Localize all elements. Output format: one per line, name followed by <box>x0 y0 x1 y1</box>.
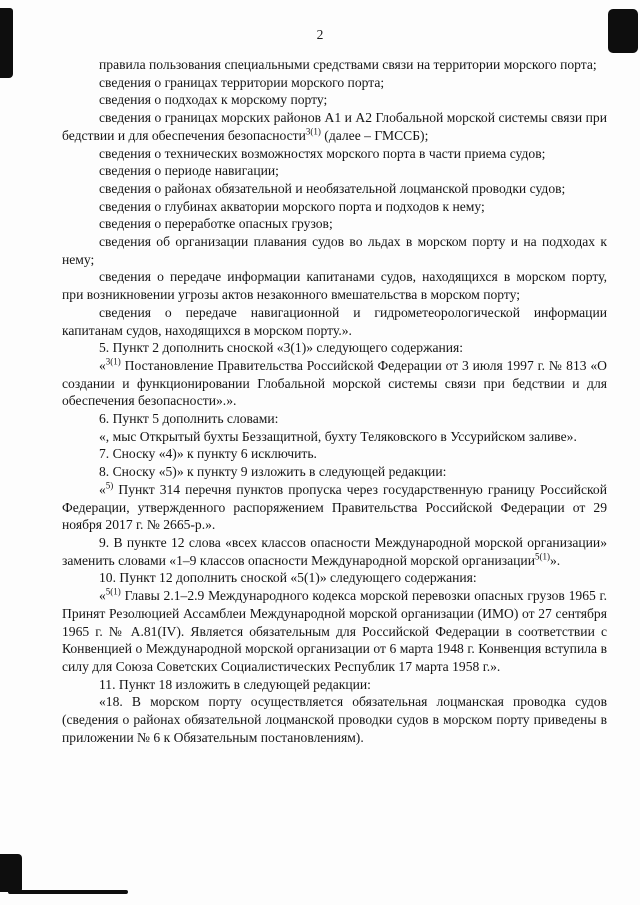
footnote-marker: 5) <box>105 480 114 491</box>
paragraph <box>62 693 607 746</box>
paragraph <box>62 74 607 92</box>
scan-mark-bottom-left <box>0 854 22 892</box>
paragraph-text: сведения о подходах к морскому порту; <box>99 92 328 108</box>
paragraph-text: (далее – ГМССБ); <box>320 127 429 143</box>
paragraph <box>62 268 607 303</box>
paragraph <box>62 56 607 74</box>
paragraph-text: сведения о переработке опасных грузов; <box>99 216 333 232</box>
paragraph-text: ». <box>550 552 561 568</box>
paragraph-text: Главы 2.1–2.9 Международного кодекса морской перевозки опасных грузов 1965 г. Принят Резолюцией Ассамблеи Международной морской организации (ИМО) от 27 сентября 1965 г. № А.81(IV). Является обязательным для Российской Федерации в соответствии с Конвенцией о Международной морской организации от 6 марта 1948 г. Конвенция вступила в силу для Союза Советских Социалистических Республик 17 марта 1958 г.». <box>62 588 607 674</box>
paragraph-text: « <box>99 588 106 604</box>
paragraph <box>62 357 607 410</box>
paragraph-text: 9. В пункте 12 слова «всех классов опасности Международной морской организации» заменить словами «1–9 классов опасности Международной морской организации <box>62 534 607 568</box>
paragraph-text: сведения о глубинах акватории морского порта и подходов к нему; <box>99 198 485 214</box>
paragraph <box>62 180 607 198</box>
paragraph <box>62 198 607 216</box>
paragraph-text: сведения о периоде навигации; <box>99 163 279 179</box>
paragraph <box>62 304 607 339</box>
page-number: 2 <box>316 27 324 42</box>
paragraph-text: 7. Сноску «4)» к пункту 6 исключить. <box>99 446 317 462</box>
paragraph <box>62 569 607 587</box>
paragraph-text: Пункт 314 перечня пунктов пропуска через государственную границу Российской Федерации, утвержденного распоряжением Правительства Российской Федерации от 29 ноября 2017 г. № 2665-р.». <box>62 481 607 533</box>
paragraph-text: сведения о передаче информации капитанами судов, находящихся в морском порту, при возникновении угрозы актов незаконного вмешательства в морском порту; <box>62 269 607 303</box>
paragraph-text: 10. Пункт 12 дополнить сноской «5(1)» следующего содержания: <box>99 570 477 586</box>
scan-mark-bottom-line <box>8 890 128 894</box>
paragraph <box>62 410 607 428</box>
paragraph <box>62 162 607 180</box>
paragraph <box>62 339 607 357</box>
paragraph-text: сведения о передаче навигационной и гидрометеорологической информации капитанам судов, находящихся в морском порту.». <box>62 304 607 338</box>
paragraph <box>62 145 607 163</box>
paragraph <box>62 587 607 676</box>
paragraph <box>62 428 607 446</box>
footnote-marker: 3(1) <box>305 126 321 137</box>
paragraph-text: «, мыс Открытый бухты Беззащитной, бухту Теляковского в Уссурийском заливе». <box>99 428 577 444</box>
paragraph <box>62 109 607 144</box>
paragraph <box>62 676 607 694</box>
paragraph-text: « <box>99 481 106 497</box>
paragraph-text: правила пользования специальными средствами связи на территории морского порта; <box>99 57 597 72</box>
paragraph <box>62 534 607 569</box>
footnote-marker: 5(1) <box>105 586 121 597</box>
paragraph-text: сведения о границах морских районов А1 и А2 Глобальной морской системы связи при бедствии и для обеспечения безопасности <box>62 110 607 143</box>
paragraph <box>62 463 607 481</box>
document-body <box>62 56 607 746</box>
paragraph-text: 6. Пункт 5 дополнить словами: <box>99 411 279 427</box>
paragraph-text: сведения об организации плавания судов во льдах в морском порту и на подходах к нему; <box>62 234 607 267</box>
paragraph-text: 11. Пункт 18 изложить в следующей редакции: <box>99 676 371 692</box>
paragraph <box>62 445 607 463</box>
paragraph <box>62 481 607 534</box>
scan-mark-top-left <box>0 8 13 78</box>
paragraph <box>62 215 607 233</box>
paragraph <box>62 91 607 109</box>
paragraph-text: 8. Сноску «5)» к пункту 9 изложить в следующей редакции: <box>99 464 447 480</box>
paragraph-text: «18. В морском порту осуществляется обязательная лоцманская проводка судов (сведения о районах обязательной лоцманской проводки судов в морском порту приведены в приложении № 6 к Обязательным постановлениям). <box>62 694 607 745</box>
footnote-marker: 3(1) <box>105 356 121 367</box>
paragraph-text: сведения о технических возможностях морского порта в части приема судов; <box>99 145 546 161</box>
paragraph-text: « <box>99 357 106 373</box>
paragraph-text: Постановление Правительства Российской Федерации от 3 июля 1997 г. № 813 «О создании и функционировании Глобальной морской системы связи при бедствии и для обеспечения безопасности».». <box>62 357 607 409</box>
paragraph <box>62 233 607 268</box>
paragraph-text: 5. Пункт 2 дополнить сноской «3(1)» следующего содержания: <box>99 340 464 356</box>
footnote-marker: 5(1) <box>535 551 550 562</box>
paragraph-text: сведения о границах территории морского порта; <box>99 74 385 90</box>
paragraph-text: сведения о районах обязательной и необязательной лоцманской проводки судов; <box>99 180 566 196</box>
